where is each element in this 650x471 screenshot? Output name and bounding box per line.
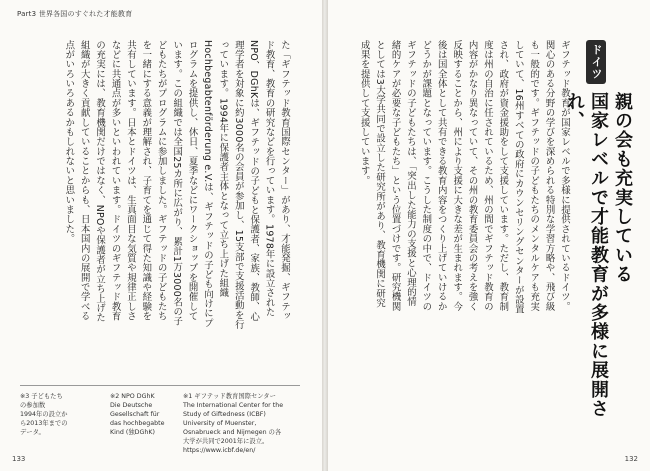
footnote-2 [110, 392, 178, 437]
title-line-1: 国家レベルで才能教育が多様に展開され、 [564, 92, 609, 419]
footnote-2-line: Gesellschaft für [110, 411, 160, 418]
footnote-3-line: ら2013年までの [20, 420, 68, 427]
page-number-right: 132 [624, 455, 638, 463]
right-page [328, 0, 650, 471]
left-body-text: た「ギフテッド教育国際センター」があり、才能発掘、ギフテッド教育、教育の研究などを行っています。1978年に設立されたNPO、DGhKは、ギフテッドの子どもと保護者、家族、教師、心理学者を対象に約3000名の会員が参加し、15支部で支援活動を行っています。1994年に保護者主体となって立ち上げた組織 Hochbegabtenförderung e.V.は、ギフテッドの子ども向けにプログラムを提供し、休日、夏季などにワークショップを開催しています。この組織では全国25カ所に広がり、累計1万3000名の子どもたちがプログラムに参加しました。ギフテッドの子どもたちを一緒にする意義が理解され、子育てを通じて得た知識や経験を共有しています。日本とドイツは、生真面目な気質や規律正しさなどに共通点が多いといわれています。ドイツのギフテッド教育の充実には、教育機関だけではなく、NPOや保護者が立ち上げた組織が大きく貢献していることからも、日本国内の展開で学べる点がいろいろあるかもしれないと思いました。 [63, 40, 290, 330]
footnote-divider [20, 385, 300, 386]
footnote-1-line: The International Center for the [183, 402, 284, 409]
footnote-2-line: Die Deutsche [110, 402, 153, 409]
left-page [0, 0, 322, 471]
book-gutter [322, 0, 328, 471]
section-title [564, 40, 636, 420]
title-line-2: 親の会も充実している [612, 92, 633, 284]
page-number-left: 133 [12, 455, 26, 463]
right-body-text: ギフテッド教育が国家レベルで多様に提供されているドイツ。関心のある分野の学びを深められる特別な学習方略や、飛び級も一般的です。ギフテッドの子どもたちのメンタルケアも充実していて、16州すべての政府にカウンセリングセンターが設置され、政府が資金援助をして支援しています。ただし、教育制度は州の自治に任されているため、州の間でギフテッド教育の内容がかなり異なっていて、その州の教育委員会の考えを強く反映することから、州により支援に大きな差が生まれます。今後は国全体として共有できる教育内容をつくり上げていけるかどうかが課題となっています。こうした制度の中で、ドイツのギフテッドの子どもたちは、「突出した能力の支援と心理的情緒的ケアが必要な子どもたち」という位置づけです。研究機関としては3大学共同で設立した研究所があり、教育機関に研究成果を提供して支援しています。 [358, 40, 570, 315]
footnote-1-line: ※1 ギフテッド教育国際センター [183, 393, 276, 400]
footnote-3-line: の参加数 [20, 402, 46, 409]
footnote-3-line: 1994年の設立か [20, 411, 68, 418]
footnote-3-line: ※3 子どもたち [20, 393, 63, 400]
footnote-1-line: 大学が共同で2001年に設立。 [183, 438, 269, 445]
country-badge: ドイツ [586, 40, 606, 84]
footnote-3-line: データ。 [20, 429, 45, 436]
footnote-2-line: Kind (独DGhK) [110, 429, 155, 436]
footnote-2-line: das hochbegabte [110, 420, 165, 427]
footnote-3 [20, 392, 86, 437]
footnote-1-line: Osnabrueck and Nijmegen の各 [183, 429, 282, 436]
footnote-2-line: ※2 NPO DGhK [110, 393, 155, 400]
footnote-1-link[interactable]: https://www.icbf.de/en/ [183, 447, 256, 454]
running-header: Part3 世界各国のすぐれた才能教育 [17, 10, 133, 18]
footnote-1 [183, 392, 309, 455]
footnote-1-line: University of Muenster, [183, 420, 257, 427]
footnote-1-line: Study of Giftedness (ICBF) [183, 411, 266, 418]
